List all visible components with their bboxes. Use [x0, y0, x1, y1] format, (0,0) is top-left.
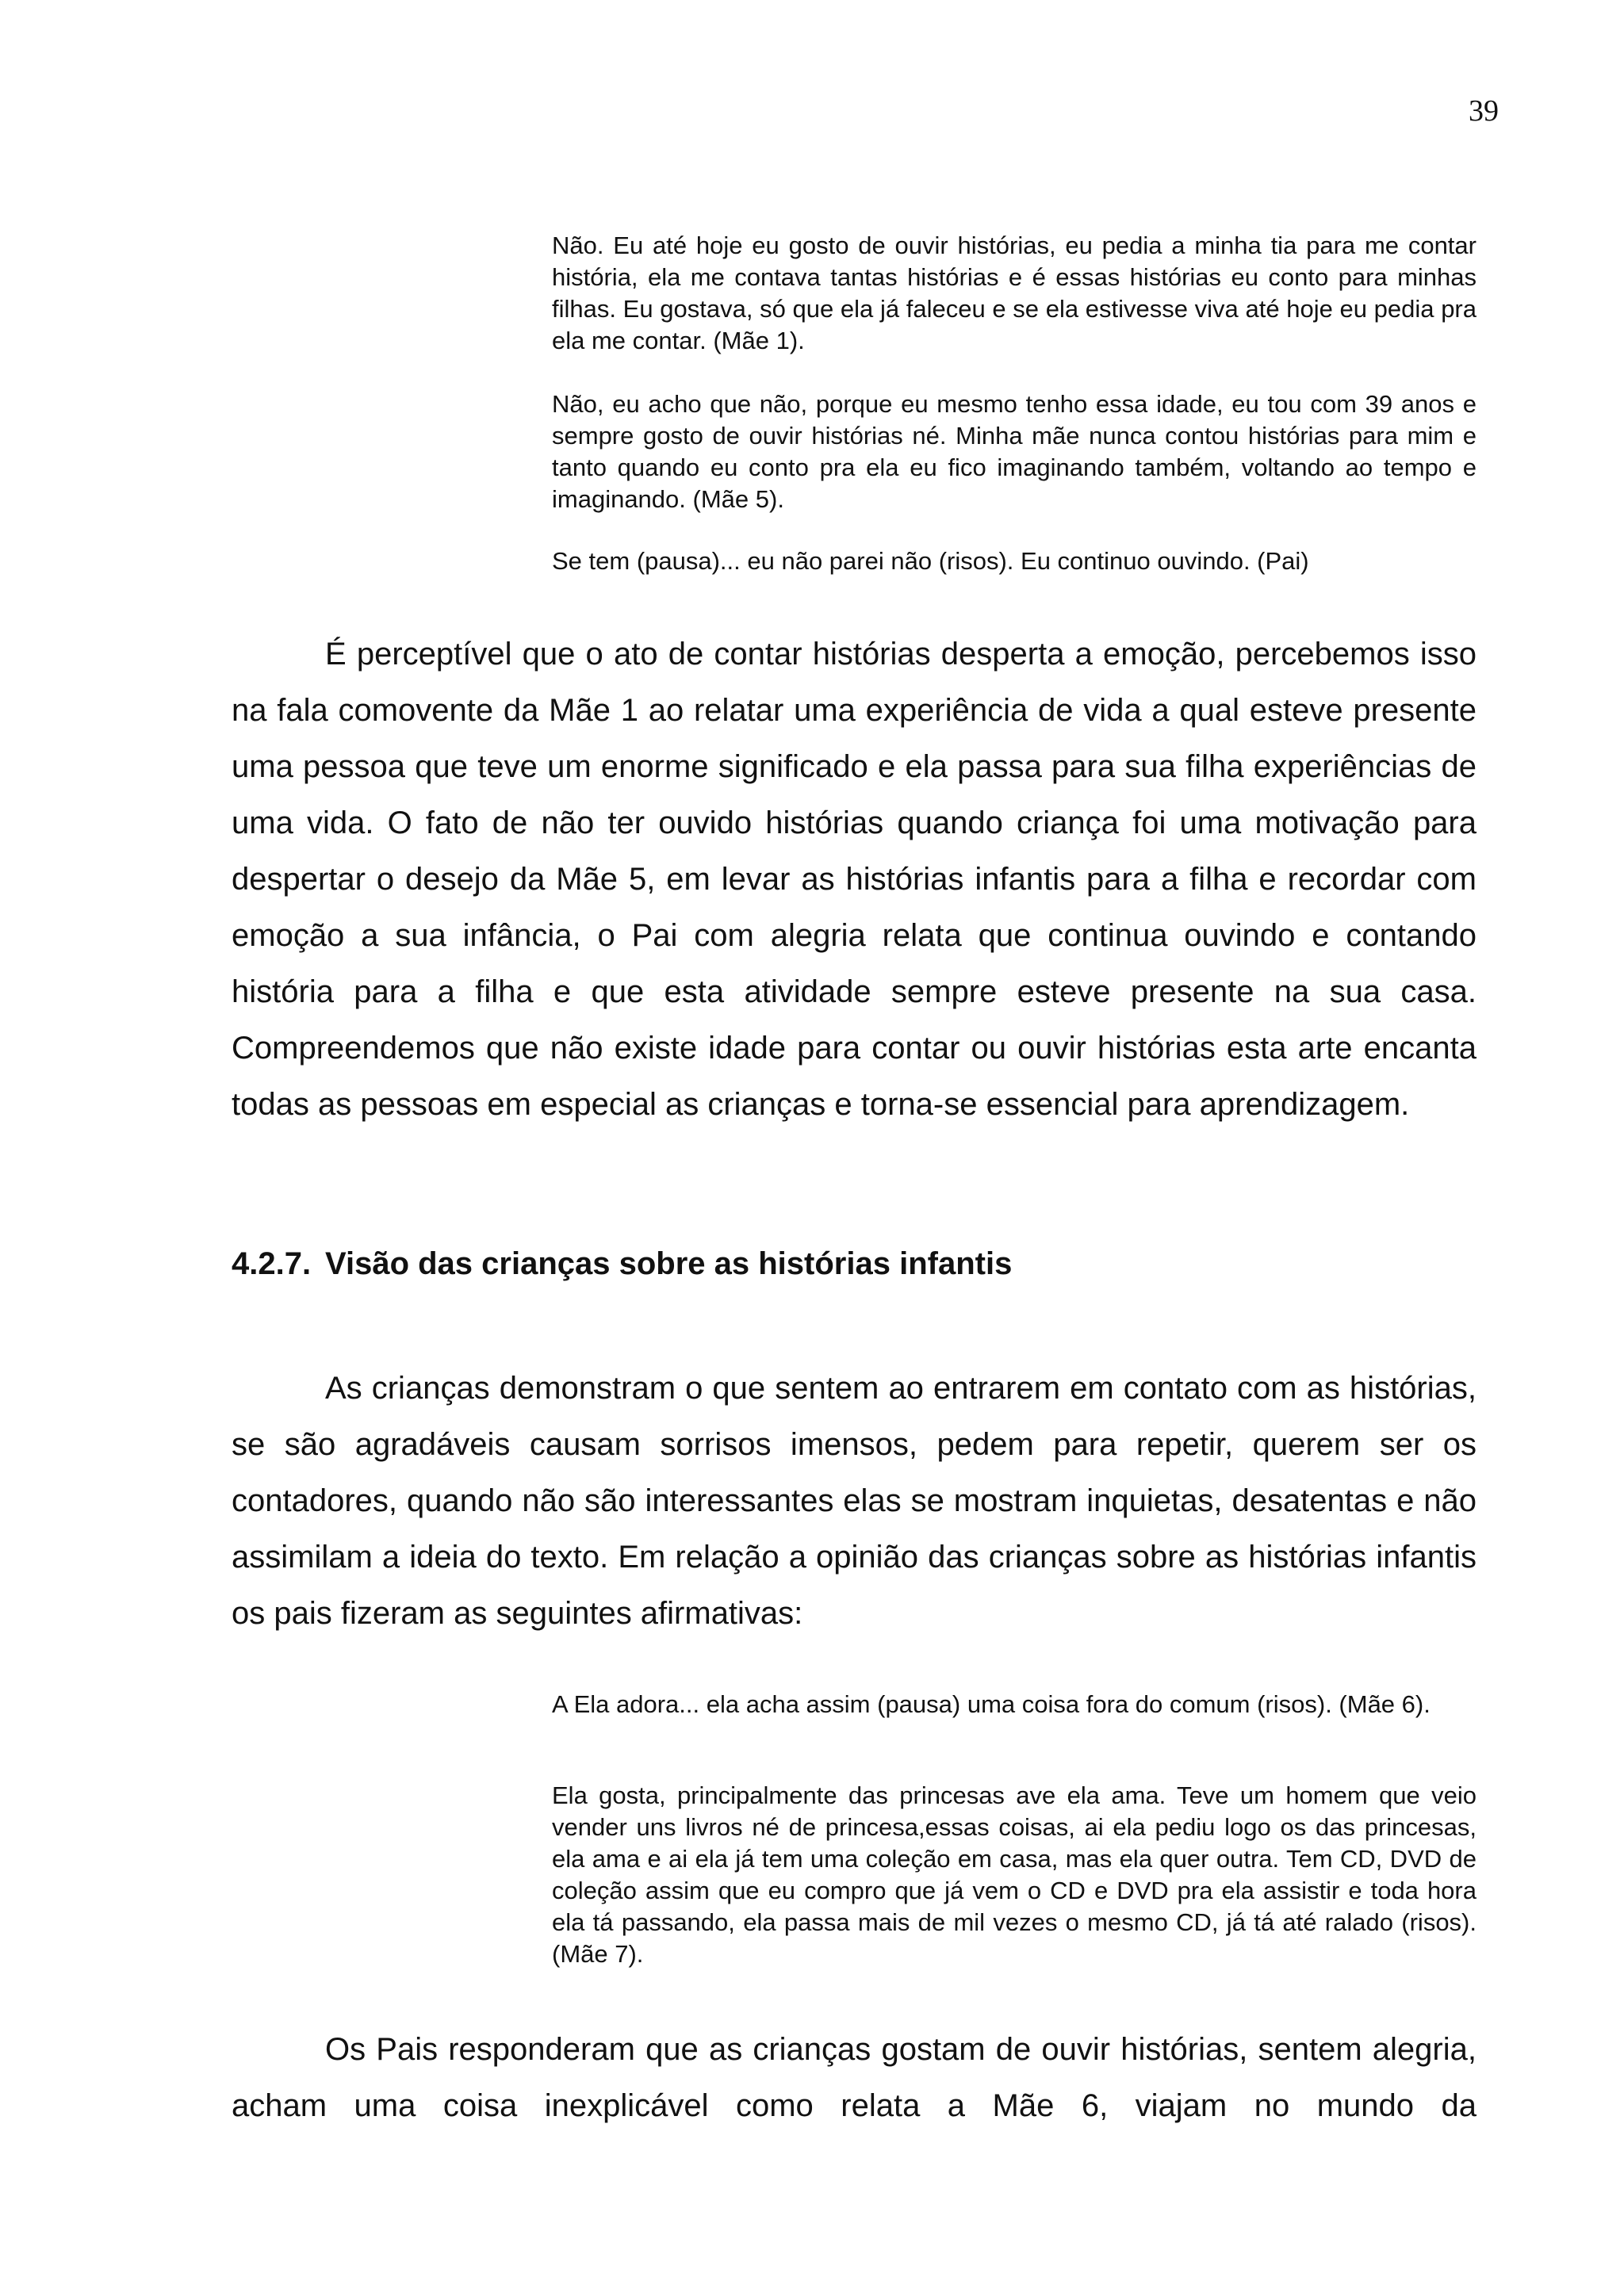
block-quote-mae-5: Não, eu acho que não, porque eu mesmo tenho essa idade, eu tou com 39 anos e sempre gosto de ouvir histórias né. Minha mãe nunca contou histórias para mim e tanto quando eu conto pra ela eu fico imaginando também, voltando ao tempo e imaginando. (Mãe 5).	[552, 390, 1477, 513]
section-title: Visão das crianças sobre as histórias infantis	[325, 1246, 1013, 1281]
body-paragraph-3: Os Pais responderam que as crianças gostam de ouvir histórias, sentem alegria, acham uma coisa inexplicável como relata a Mãe 6, viajam no mundo da	[232, 2032, 1477, 2123]
body-paragraph-1: É perceptível que o ato de contar histórias desperta a emoção, percebemos isso na fala comovente da Mãe 1 ao relatar uma experiência de vida a qual esteve presente uma pessoa que teve um enorme significado e ela passa para sua filha experiências de uma vida. O fato de não ter ouvido histórias quando criança foi uma motivação para despertar o desejo da Mãe 5, em levar as histórias infantis para a filha e recordar com emoção a sua infância, o Pai com alegria relata que continua ouvindo e contando história para a filha e que esta atividade sempre esteve presente na sua casa. Compreendemos que não existe idade para contar ou ouvir histórias esta arte encanta todas as pessoas em especial as crianças e torna-se essencial para aprendizagem.	[232, 637, 1477, 1122]
section-number: 4.2.7.	[232, 1246, 312, 1281]
block-quote-mae-1: Não. Eu até hoje eu gosto de ouvir histórias, eu pedia a minha tia para me contar história, ela me contava tantas histórias e é essas histórias eu conto para minhas filhas. Eu gostava, só que ela já faleceu e se ela estivesse viva até hoje eu pedia pra ela me contar. (Mãe 1).	[552, 232, 1477, 354]
section-heading	[232, 1246, 1012, 1282]
page-number: 39	[1469, 94, 1499, 128]
block-quote-mae-7: Ela gosta, principalmente das princesas ave ela ama. Teve um homem que veio vender uns livros né de princesa,essas coisas, ai ela pediu logo os das princesas, ela ama e ai ela já tem uma coleção em casa, mas ela quer outra. Tem CD, DVD de coleção assim que eu compro que já vem o CD e DVD pra ela assistir e toda hora ela tá passando, ela passa mais de mil vezes o mesmo CD, já tá até ralado (risos). (Mãe 7).	[552, 1781, 1477, 1968]
body-paragraph-2: As crianças demonstram o que sentem ao entrarem em contato com as histórias, se são agradáveis causam sorrisos imensos, pedem para repetir, querem ser os contadores, quando não são interessantes elas se mostram inquietas, desatentas e não assimilam a ideia do texto. Em relação a opinião das crianças sobre as histórias infantis os pais fizeram as seguintes afirmativas:	[232, 1371, 1477, 1631]
block-quote-mae-6: A Ela adora... ela acha assim (pausa) uma coisa fora do comum (risos). (Mãe 6).	[552, 1690, 1431, 1718]
block-quote-pai: Se tem (pausa)... eu não parei não (risos). Eu continuo ouvindo. (Pai)	[552, 547, 1309, 575]
